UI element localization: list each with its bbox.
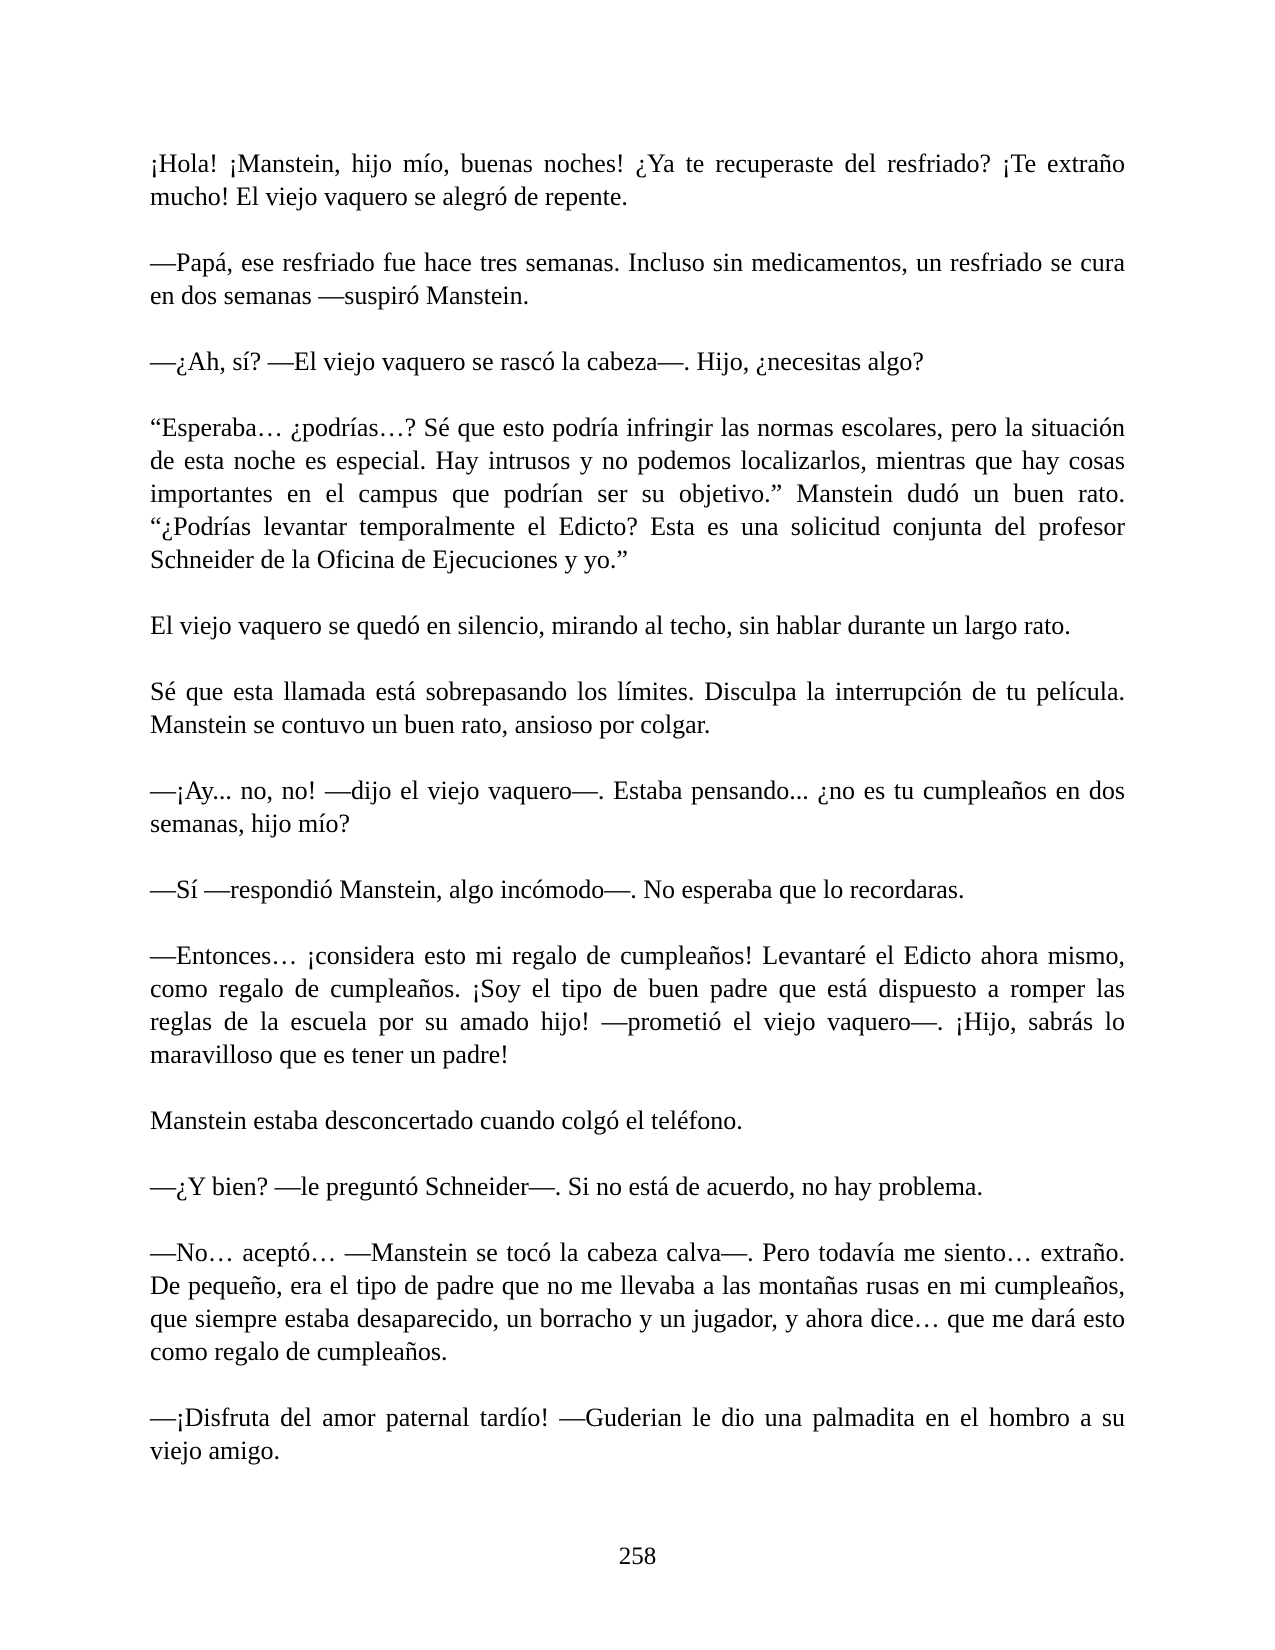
page-number: 258 (618, 1543, 657, 1570)
paragraph: —¿Ah, sí? —El viejo vaquero se rascó la cabeza—. Hijo, ¿necesitas algo? (150, 347, 924, 376)
paragraph: Manstein estaba desconcertado cuando colgó el teléfono. (150, 1106, 743, 1135)
paragraph: El viejo vaquero se quedó en silencio, mirando al techo, sin hablar durante un largo rato. (150, 611, 1071, 640)
paragraph: —No… aceptó… —Manstein se tocó la cabeza calva—. Pero todavía me siento… extraño. De pequeño, era el tipo de padre que no me llevaba a las montañas rusas en mi cumpleaños, que siempre estaba desaparecido, un borracho y un jugador, y ahora dice… que me dará esto como regalo de cumpleaños. (150, 1238, 1125, 1366)
paragraph: —Sí —respondió Manstein, algo incómodo—. No esperaba que lo recordaras. (150, 875, 965, 904)
paragraph: —Papá, ese resfriado fue hace tres semanas. Incluso sin medicamentos, un resfriado se cura en dos semanas —suspiró Manstein. (150, 248, 1125, 310)
paragraph: —¿Y bien? —le preguntó Schneider—. Si no está de acuerdo, no hay problema. (150, 1172, 983, 1201)
paragraph: —¡Disfruta del amor paternal tardío! —Guderian le dio una palmadita en el hombro a su viejo amigo. (150, 1403, 1125, 1465)
paragraph: “Esperaba… ¿podrías…? Sé que esto podría infringir las normas escolares, pero la situación de esta noche es especial. Hay intrusos y no podemos localizarlos, mientras que hay cosas importantes en el campus que podrían ser su objetivo.” Manstein dudó un buen rato. “¿Podrías levantar temporalmente el Edicto? Esta es una solicitud conjunta del profesor Schneider de la Oficina de Ejecuciones y yo.” (150, 413, 1125, 574)
paragraph: Sé que esta llamada está sobrepasando los límites. Disculpa la interrupción de tu película. Manstein se contuvo un buen rato, ansioso por colgar. (150, 677, 1125, 739)
paragraph: ¡Hola! ¡Manstein, hijo mío, buenas noches! ¿Ya te recuperaste del resfriado? ¡Te extraño mucho! El viejo vaquero se alegró de repente. (150, 149, 1125, 211)
page-content (150, 147, 1125, 1500)
paragraph: —¡Ay... no, no! —dijo el viejo vaquero—. Estaba pensando... ¿no es tu cumpleaños en dos semanas, hijo mío? (150, 776, 1125, 838)
paragraph: —Entonces… ¡considera esto mi regalo de cumpleaños! Levantaré el Edicto ahora mismo, como regalo de cumpleaños. ¡Soy el tipo de buen padre que está dispuesto a romper las reglas de la escuela por su amado hijo! —prometió el viejo vaquero—. ¡Hijo, sabrás lo maravilloso que es tener un padre! (150, 941, 1125, 1069)
